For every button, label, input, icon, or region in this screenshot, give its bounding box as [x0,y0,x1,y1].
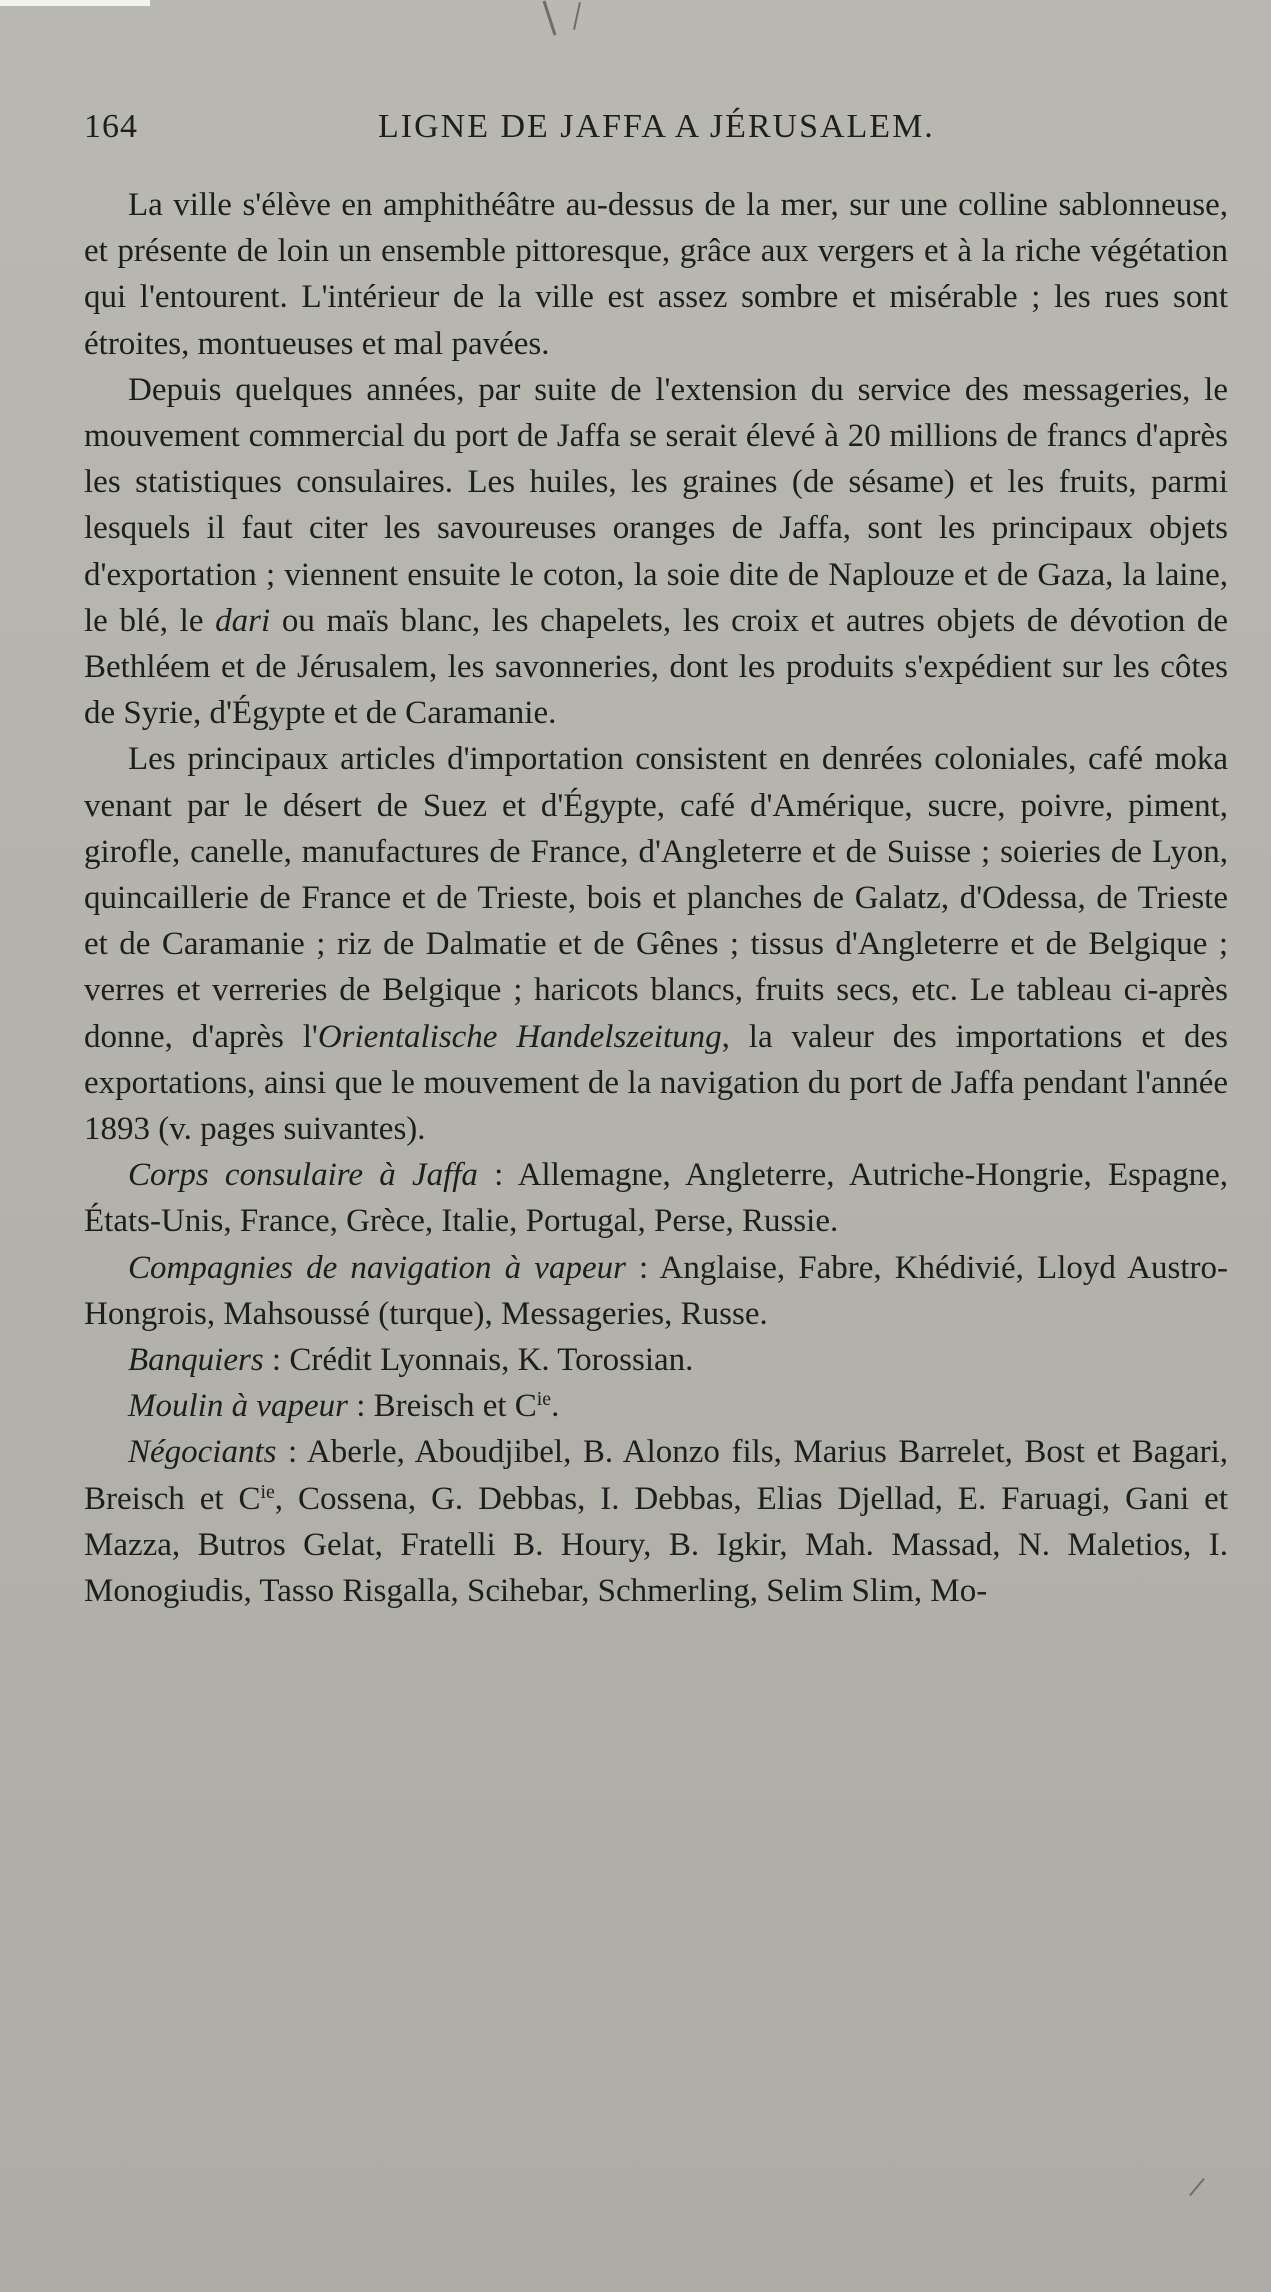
ink-mark-bottom [1189,2178,1205,2196]
entry-text: : Crédit Lyonnais, K. Torossian. [263,1342,694,1379]
journal-title: Orientalische Handelszeitung [317,1018,722,1055]
paragraph-imports [84,736,1228,1152]
page-header [84,108,1200,158]
entry-label: Moulin à vapeur [128,1388,348,1425]
paragraph-mill [84,1383,1228,1429]
italic-term: dari [215,602,271,639]
ink-mark-top [543,0,557,35]
entry-text: . [551,1388,560,1425]
paragraph-navigation [84,1245,1228,1337]
running-title: LIGNE DE JAFFA A JÉRUSALEM. [378,108,935,145]
paragraph-exports [84,367,1228,737]
paragraph-consuls [84,1152,1228,1244]
page-number: 164 [84,108,138,145]
superscript: ie [536,1388,552,1411]
paragraph-text: ou maïs blanc, les chapelets, les croix et autres objets de dévotion de Bethléem et de Jérusalem, les savonneries, dont les produits s'expédient sur les côtes de Syrie, d'Égypte et de Caramanie. [84,602,1229,732]
entry-text: : Breisch et C [347,1388,537,1425]
body-text [84,182,1228,1614]
entry-text: : Allemagne, Angleterre, Autriche-Hongrie, Espagne, États-Unis, France, Grèce, Italie, Portugal, Perse, Russie. [84,1157,1228,1240]
entry-label: Corps consulaire à Jaffa [128,1157,478,1194]
entry-text: : Anglaise, Fabre, Khédivié, Lloyd Austro-Hongrois, Mahsoussé (turque), Messageries, Russe. [84,1249,1229,1332]
paragraph-text: Les principaux articles d'importation consistent en denrées coloniales, café moka venant par le désert de Suez et d'Égypte, café d'Amérique, sucre, poivre, piment, girofle, canelle, manufactures de France, d'Angleterre et de Suisse ; soieries de Lyon, quincaillerie de France et de Trieste, bois et planches de Galatz, d'Odessa, de Trieste et de Caramanie ; riz de Dalmatie et de Gênes ; tissus d'Angleterre et de Belgique ; verres et verreries de Belgique ; haricots blancs, fruits secs, etc. Le tableau ci-après donne, d'après l' [84,741,1228,1055]
paragraph-town-description [84,182,1228,367]
entry-text: : Aberle, Aboudjibel, B. Alonzo fils, Marius Barrelet, Bost et Bagari, Breisch et C [84,1434,1228,1517]
entry-label: Négociants [128,1434,277,1471]
entry-text: , Cossena, G. Debbas, I. Debbas, Elias Djellad, E. Faruagi, Gani et Mazza, Butros Gelat, Fratelli B. Houry, B. Igkir, Mah. Massad, N. Maletios, I. Monogiudis, Tasso Risgalla, Scihebar, Schmerling, Selim Slim, Mo- [84,1480,1228,1610]
paragraph-text: , la valeur des importations et des exportations, ainsi que le mouvement de la navigation du port de Jaffa pendant l'année 1893 (v. pages suivantes). [84,1018,1228,1148]
paragraph-text: Depuis quelques années, par suite de l'extension du service des messageries, le mouvement commercial du port de Jaffa se serait élevé à 20 millions de francs d'après les statistiques consulaires. Les huiles, les graines (de sésame) et les fruits, parmi lesquels il faut citer les savoureuses oranges de Jaffa, sont les principaux objets d'exportation ; viennent ensuite le coton, la soie dite de Naplouze et de Gaza, la laine, le blé, le [84,371,1228,639]
ink-mark-top-2 [573,2,581,30]
entry-label: Compagnies de navigation à vapeur [128,1249,626,1286]
entry-label: Banquiers [128,1342,264,1379]
paragraph-text: La ville s'élève en amphithéâtre au-dessus de la mer, sur une colline sablonneuse, et présente de loin un ensemble pittoresque, grâce aux vergers et à la riche végétation qui l'entourent. L'intérieur de la ville est assez sombre et misérable ; les rues sont étroites, montueuses et mal pavées. [84,187,1228,362]
paragraph-bankers [84,1337,1228,1383]
paragraph-merchants [84,1429,1228,1614]
superscript: ie [260,1480,275,1503]
